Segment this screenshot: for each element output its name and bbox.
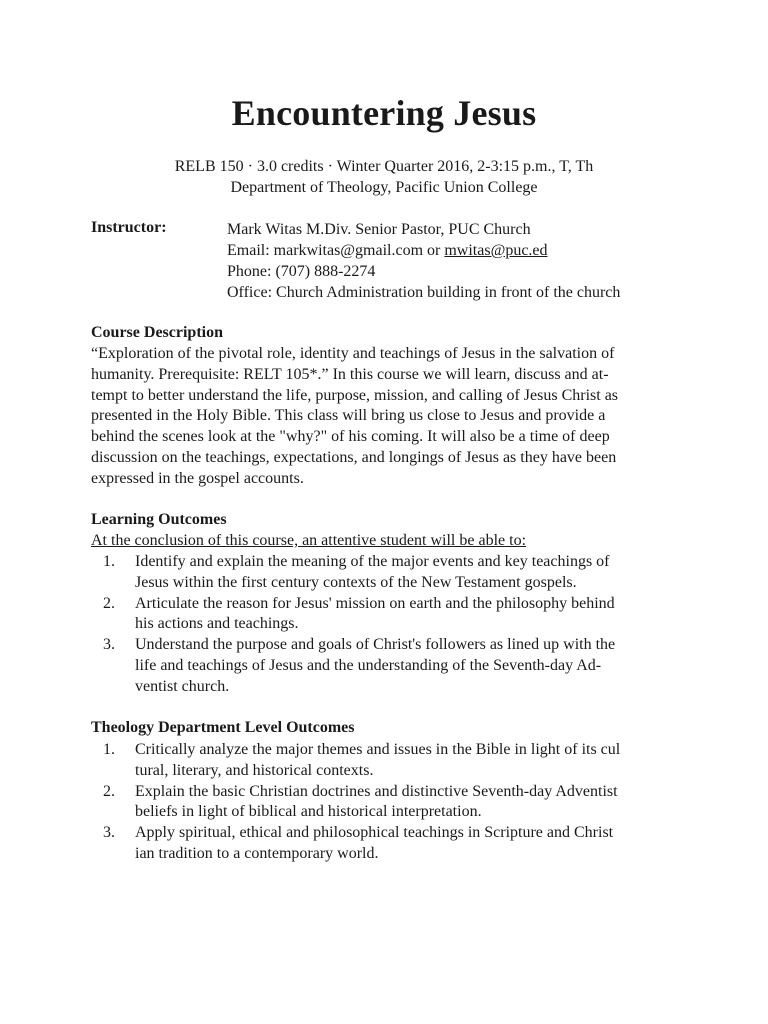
email-link[interactable]: mwitas@puc.ed <box>444 242 548 259</box>
item-number: 1. <box>103 553 115 570</box>
item-line: Critically analyze the major themes and issues in the Bible in light of its cul <box>135 741 621 758</box>
description-line: humanity. Prerequisite: RELT 105*.” In this course we will learn, discuss and at- <box>91 365 609 383</box>
item-line: beliefs in light of biblical and historical interpretation. <box>135 803 482 821</box>
list-item <box>91 782 691 824</box>
instructor-phone: Phone: (707) 888-2274 <box>227 263 376 280</box>
description-line: presented in the Holy Bible. This class will bring us close to Jesus and provide a <box>91 407 606 425</box>
email-text: Email: markwitas@gmail.com or <box>227 242 445 259</box>
instructor-label: Instructor: <box>91 219 167 236</box>
instructor-details <box>227 219 620 303</box>
instructor-office: Office: Church Administration building in front of the church <box>227 284 621 301</box>
learning-outcomes-intro: At the conclusion of this course, an attentive student will be able to: <box>91 532 527 549</box>
list-item <box>91 823 691 865</box>
description-line: discussion on the teachings, expectations, and longings of Jesus as they have been <box>91 448 617 466</box>
item-line: tural, literary, and historical contexts. <box>135 761 374 779</box>
item-line: ian tradition to a contemporary world. <box>135 844 379 862</box>
list-item <box>91 552 691 594</box>
item-number: 3. <box>103 824 115 842</box>
instructor-email <box>227 240 620 261</box>
item-line: Explain the basic Christian doctrines and distinctive Seventh-day Adventist <box>135 782 618 800</box>
item-number: 3. <box>103 636 115 654</box>
department-line: Department of Theology, Pacific Union College <box>230 179 538 196</box>
description-line: “Exploration of the pivotal role, identity and teachings of Jesus in the salvation of <box>91 345 615 362</box>
learning-outcomes-list <box>91 552 691 698</box>
item-number: 2. <box>103 594 115 612</box>
description-line: behind the scenes look at the "why?" of his coming. It will also be a time of deep <box>91 428 610 446</box>
item-line: ventist church. <box>135 677 230 695</box>
course-description-text <box>91 344 671 490</box>
list-item <box>91 740 691 782</box>
learning-outcomes-heading: Learning Outcomes <box>91 511 227 528</box>
department-outcomes-list <box>91 740 691 865</box>
page-title: Encountering Jesus <box>231 93 537 133</box>
item-number: 2. <box>103 782 115 800</box>
item-line: Jesus within the first century contexts of the New Testament gospels. <box>135 573 577 591</box>
description-line: tempt to better understand the life, purpose, mission, and calling of Jesus Christ as <box>91 386 619 404</box>
item-line: Articulate the reason for Jesus' mission on earth and the philosophy behind <box>135 594 615 612</box>
instructor-name: Mark Witas M.Div. Senior Pastor, PUC Church <box>227 221 531 238</box>
item-line: Apply spiritual, ethical and philosophical teachings in Scripture and Christ <box>135 824 614 842</box>
item-line: Identify and explain the meaning of the major events and key teachings of <box>135 553 610 570</box>
description-line: expressed in the gospel accounts. <box>91 469 304 487</box>
course-info-line: RELB 150 · 3.0 credits · Winter Quarter 2016, 2-3:15 p.m., T, Th <box>174 158 594 175</box>
item-line: Understand the purpose and goals of Christ's followers as lined up with the <box>135 636 616 654</box>
item-number: 1. <box>103 741 115 758</box>
course-description-heading: Course Description <box>91 324 223 341</box>
list-item <box>91 594 691 636</box>
item-line: life and teachings of Jesus and the understanding of the Seventh-day Ad- <box>135 656 602 674</box>
department-outcomes-heading: Theology Department Level Outcomes <box>91 719 355 736</box>
list-item <box>91 635 691 697</box>
item-line: his actions and teachings. <box>135 615 299 633</box>
